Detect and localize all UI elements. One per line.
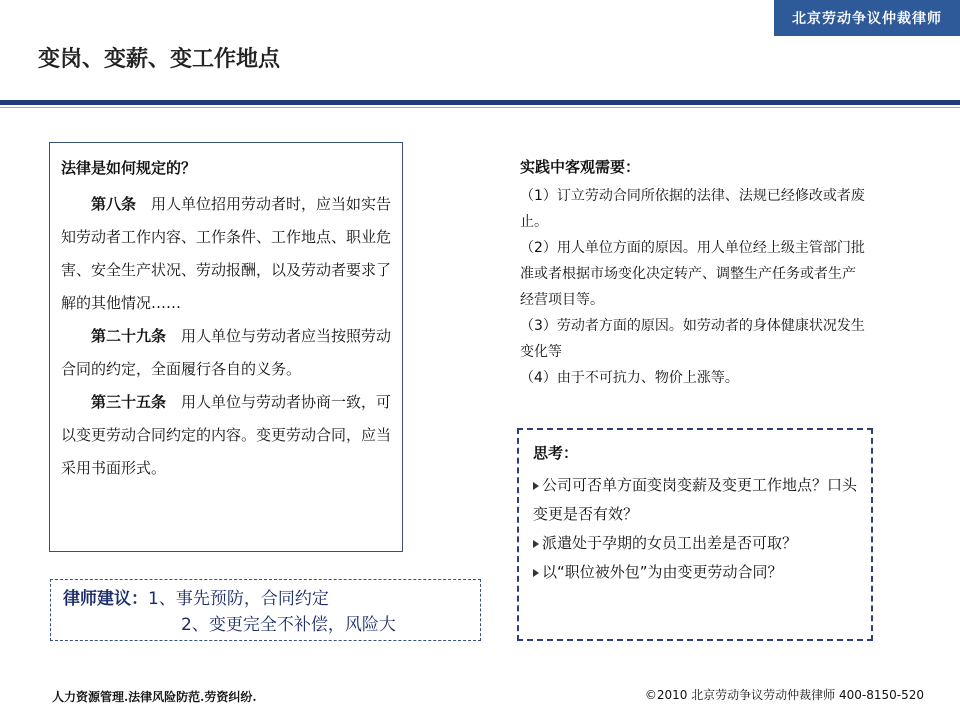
practice-section [520, 156, 865, 391]
think-item-2 [533, 529, 861, 558]
footer-copyright: ©2010 北京劳动争议劳动仲裁律师 400-8150-520 [644, 688, 924, 702]
law-heading: 法律是如何规定的？ [61, 159, 197, 177]
practice-item-1: （1）订立劳动合同所依据的法律、法规已经修改或者废止。 [520, 188, 865, 230]
law-provisions-box [49, 142, 403, 552]
article-8 [61, 188, 392, 320]
article-35-name: 第三十五条 [91, 393, 167, 411]
article-35 [61, 386, 392, 485]
header-divider [0, 100, 960, 105]
lawyer-advice-box [50, 579, 481, 641]
triangle-bullet-icon [533, 569, 539, 577]
triangle-bullet-icon [533, 540, 539, 548]
page-title: 变岗、变薪、变工作地点 [38, 46, 281, 72]
triangle-bullet-icon [533, 482, 539, 490]
article-8-name: 第八条 [91, 195, 137, 213]
think-item-1-text: 公司可否单方面变岗变薪及变更工作地点？口头变更是否有效？ [533, 476, 858, 523]
advice-item-2: 2、变更完全不补偿，风险大 [181, 615, 396, 635]
brand-badge: 北京劳动争议仲裁律师 [774, 0, 960, 36]
practice-heading: 实践中客观需要： [520, 158, 641, 176]
think-box [517, 428, 873, 641]
think-item-3 [533, 558, 861, 587]
think-item-1 [533, 471, 861, 529]
practice-item-2: （2）用人单位方面的原因。用人单位经上级主管部门批准或者根据市场变化决定转产、调整生产任务或者生产经营项目等。 [520, 240, 865, 308]
think-item-2-text: 派遣处于孕期的女员工出差是否可取？ [542, 534, 798, 552]
practice-item-3: （3）劳动者方面的原因。如劳动者的身体健康状况发生变化等 [520, 318, 865, 360]
article-8-text: 用人单位招用劳动者时，应当如实告知劳动者工作内容、工作条件、工作地点、职业危害、安全生产状况、劳动报酬，以及劳动者要求了解的其他情况…… [61, 195, 392, 312]
article-29-text: 用人单位与劳动者应当按照劳动合同的约定，全面履行各自的义务。 [61, 327, 392, 378]
footer-tagline: 人力资源管理.法律风险防范.劳资纠纷. [52, 690, 257, 704]
article-29 [61, 320, 392, 386]
article-35-text: 用人单位与劳动者协商一致，可以变更劳动合同约定的内容。变更劳动合同，应当采用书面形式。 [61, 393, 392, 477]
advice-item-1: 1、事先预防，合同约定 [148, 589, 329, 609]
think-item-3-text: 以“职位被外包”为由变更劳动合同？ [542, 563, 783, 581]
advice-line-1 [63, 586, 480, 612]
advice-label: 律师建议： [63, 589, 148, 609]
think-heading: 思考： [533, 444, 579, 462]
article-29-name: 第二十九条 [91, 327, 167, 345]
header-divider-thin [0, 107, 960, 108]
practice-item-4: （4）由于不可抗力、物价上涨等。 [520, 370, 739, 386]
